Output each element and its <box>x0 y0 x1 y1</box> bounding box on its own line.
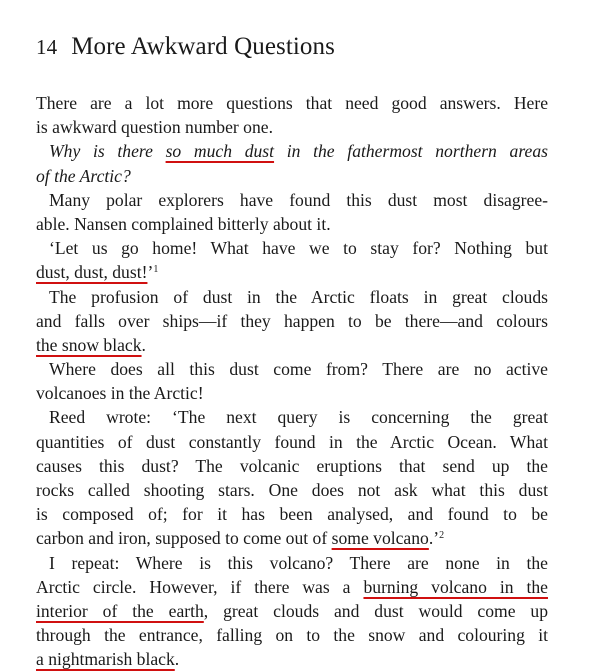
text-line <box>36 260 548 284</box>
underlined-phrase: interior of the earth <box>36 600 204 621</box>
text-line <box>36 212 548 236</box>
line-text: rocks called shooting stars. One does not ask what this dust <box>36 480 548 500</box>
line-text: volcanoes in the Arctic! <box>36 383 204 404</box>
text-line <box>36 551 548 575</box>
text-line <box>36 502 548 526</box>
text-line <box>36 647 548 671</box>
text-line <box>36 164 548 188</box>
text-line <box>36 357 548 381</box>
text-line <box>36 454 548 478</box>
text-line <box>36 478 548 502</box>
line-text: able. Nansen complained bitterly about it. <box>36 213 331 234</box>
text-line <box>36 139 548 163</box>
chapter-heading <box>36 33 335 61</box>
line-text: causes this dust? The volcanic eruptions that send up the <box>36 455 548 476</box>
text-line <box>36 599 548 623</box>
chapter-number: 14 <box>36 35 58 59</box>
line-text: . <box>174 649 180 670</box>
underlined-phrase: the snow black <box>36 334 142 355</box>
text-line <box>36 526 548 550</box>
line-text: The profusion of dust in the Arctic floats in great clouds <box>49 286 548 307</box>
chapter-body <box>36 91 548 672</box>
underlined-phrase: burning volcano in the <box>363 576 548 597</box>
text-line <box>36 430 548 454</box>
text-line <box>36 285 548 309</box>
line-text: quantities of dust constantly found in the Arctic Ocean. What <box>36 431 548 452</box>
line-text: Why is there <box>49 141 166 162</box>
underlined-phrase: dust, dust, dust! <box>36 262 148 283</box>
line-text: I repeat: Where is this volcano? There are none in the <box>49 552 548 573</box>
line-text: is composed of; for it has been analysed, and found to be <box>36 504 548 525</box>
text-line <box>36 381 548 405</box>
chapter-title: More Awkward Questions <box>71 33 335 60</box>
text-line <box>36 188 548 212</box>
footnote-marker: 1 <box>153 264 159 276</box>
line-text: in the fathermost northern areas <box>274 141 548 162</box>
line-text: through the entrance, falling on to the snow and colouring it <box>36 625 548 646</box>
line-text: is awkward question number one. <box>36 117 273 138</box>
text-line <box>36 623 548 647</box>
text-line <box>36 115 548 139</box>
line-text: ‘Let us go home! What have we to stay for? Nothing but <box>49 238 548 259</box>
text-line <box>36 309 548 333</box>
line-text: carbon and iron, supposed to come out of <box>36 528 332 549</box>
line-text: and falls over ships—if they happen to be there—and colours <box>36 310 548 331</box>
footnote-marker: 2 <box>439 530 445 542</box>
underlined-phrase: so much dust <box>165 141 275 162</box>
line-text: Arctic circle. However, if there was a <box>36 576 364 597</box>
line-text: Where does all this dust come from? There are no active <box>49 359 548 380</box>
line-text: ’ <box>147 262 154 283</box>
line-text: Many polar explorers have found this dust most disagree- <box>49 189 548 210</box>
text-line <box>36 333 548 357</box>
underlined-phrase: a nightmarish black <box>36 649 175 670</box>
line-text: .’ <box>428 528 440 549</box>
text-line <box>36 236 548 260</box>
underlined-phrase: some volcano <box>331 528 429 549</box>
text-line <box>36 575 548 599</box>
line-text: Reed wrote: ‘The next query is concerning the great <box>49 407 548 428</box>
line-text: There are a lot more questions that need good answers. Here <box>36 93 548 113</box>
line-text: . <box>141 334 146 355</box>
line-text: of the Arctic? <box>36 165 131 186</box>
line-text: , great clouds and dust would come up <box>203 600 548 621</box>
text-line <box>36 405 548 429</box>
text-line <box>36 91 548 115</box>
